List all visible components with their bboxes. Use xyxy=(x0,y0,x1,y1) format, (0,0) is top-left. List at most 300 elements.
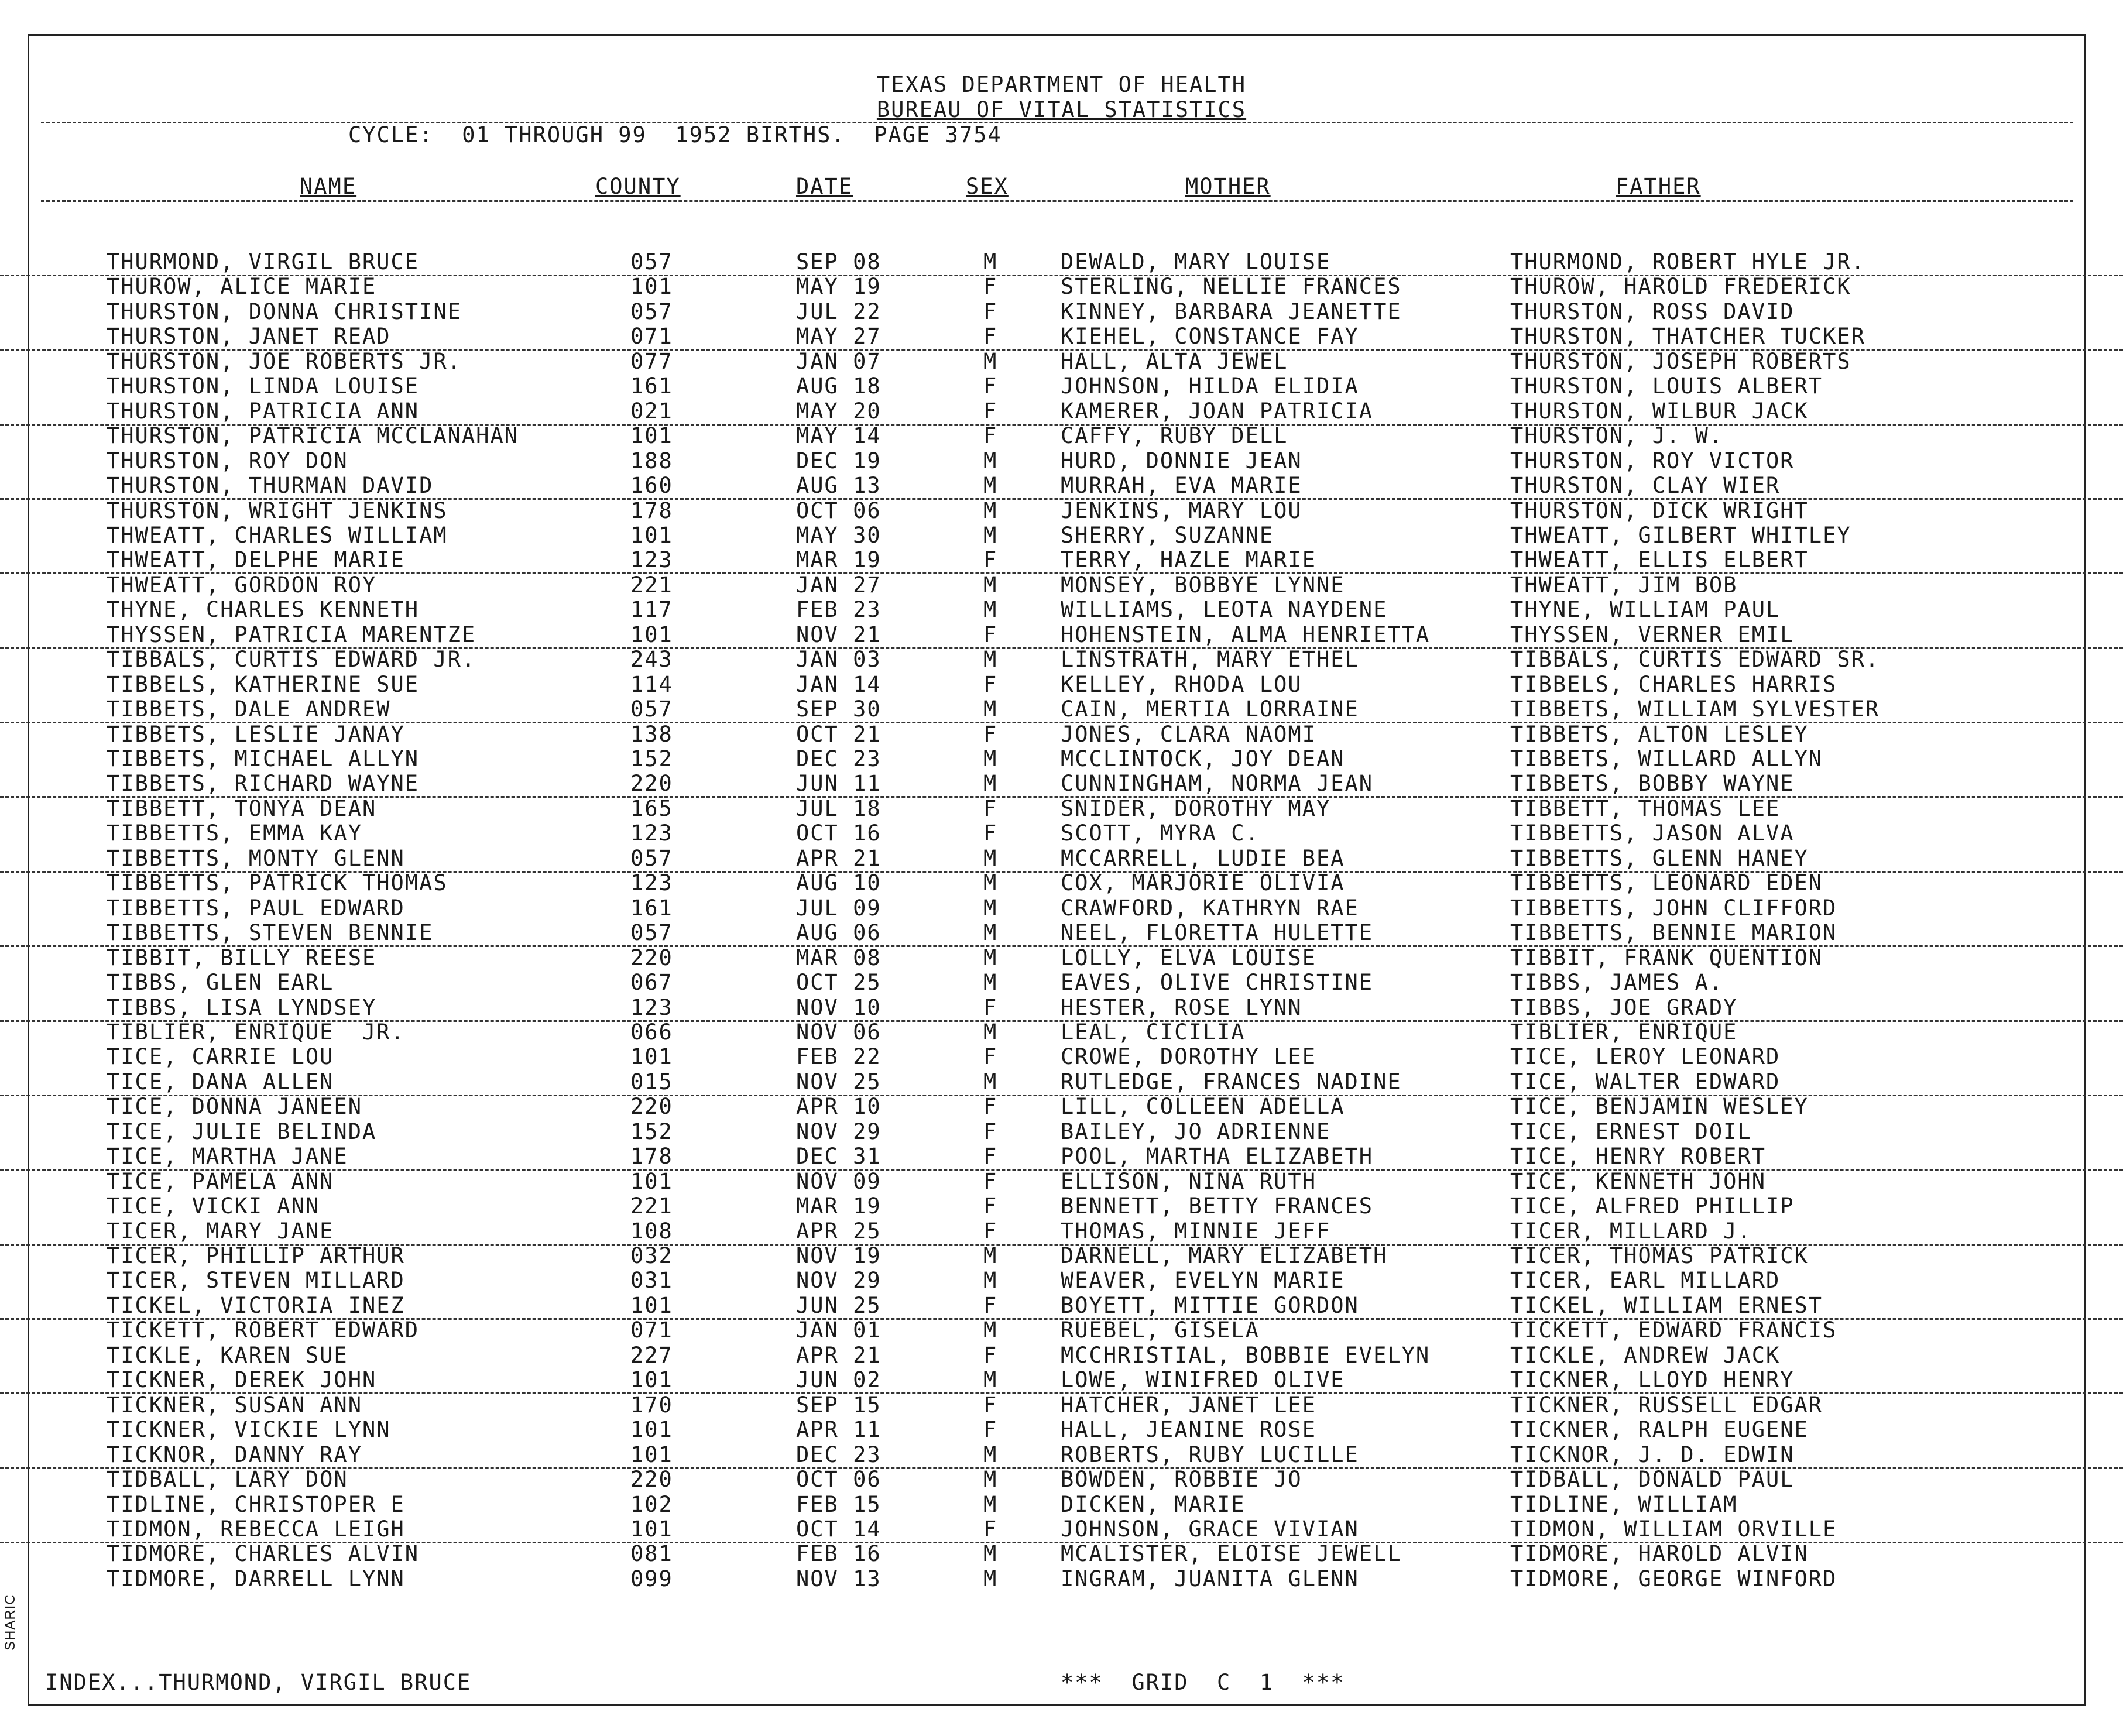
table-row xyxy=(0,349,2123,374)
cell-mother: MURRAH, EVA MARIE xyxy=(1061,473,1302,499)
cell-county: 123 xyxy=(630,821,673,846)
cell-mother: KELLEY, RHODA LOU xyxy=(1061,671,1302,697)
cell-date: MAR 19 xyxy=(796,1193,882,1219)
cell-mother: MCCLINTOCK, JOY DEAN xyxy=(1061,746,1345,771)
cell-sex: M xyxy=(983,647,998,673)
cell-date: APR 25 xyxy=(796,1218,882,1244)
cell-sex: F xyxy=(983,1094,998,1120)
cell-county: 015 xyxy=(630,1069,673,1095)
cell-sex: M xyxy=(983,1367,998,1393)
cell-name: TICKNOR, DANNY RAY xyxy=(107,1442,362,1467)
cell-father: TICE, ERNEST DOIL xyxy=(1510,1119,1752,1144)
cell-mother: CAFFY, RUBY DELL xyxy=(1061,423,1288,449)
cell-county: 220 xyxy=(630,771,673,797)
cell-date: MAR 19 xyxy=(796,547,882,573)
cell-father: TIBBETTS, LEONARD EDEN xyxy=(1510,870,1823,896)
cell-sex: M xyxy=(983,522,998,548)
cell-name: TIBBETS, RICHARD WAYNE xyxy=(107,771,420,797)
cell-county: 178 xyxy=(630,1144,673,1169)
table-row xyxy=(0,1095,2123,1119)
cell-date: APR 21 xyxy=(796,845,882,871)
table-row xyxy=(0,250,2123,276)
cell-mother: COX, MARJORIE OLIVIA xyxy=(1061,870,1345,896)
cell-father: TICE, HENRY ROBERT xyxy=(1510,1144,1766,1169)
cell-mother: DICKEN, MARIE xyxy=(1061,1491,1246,1517)
cell-date: FEB 22 xyxy=(796,1044,882,1070)
cell-name: TIBLIER, ENRIQUE JR. xyxy=(107,1019,405,1045)
cell-date: JAN 07 xyxy=(796,348,882,374)
cell-name: TICKEL, VICTORIA INEZ xyxy=(107,1292,405,1318)
table-row xyxy=(0,1070,2123,1096)
table-row xyxy=(0,1443,2123,1469)
cell-name: TIBBETS, LESLIE JANAY xyxy=(107,721,405,747)
cell-mother: EAVES, OLIVE CHRISTINE xyxy=(1061,970,1374,996)
cell-father: THURSTON, JOSEPH ROBERTS xyxy=(1510,348,1851,374)
cell-date: OCT 16 xyxy=(796,821,882,846)
cell-date: AUG 18 xyxy=(796,373,882,399)
cell-county: 220 xyxy=(630,1094,673,1120)
cell-mother: BOWDEN, ROBBIE JO xyxy=(1061,1467,1302,1493)
cell-mother: LOWE, WINIFRED OLIVE xyxy=(1061,1367,1345,1393)
cell-mother: DEWALD, MARY LOUISE xyxy=(1061,249,1331,275)
table-row xyxy=(0,647,2123,672)
cell-name: TIBBS, GLEN EARL xyxy=(107,970,334,996)
cell-father: THURSTON, THATCHER TUCKER xyxy=(1510,324,1865,349)
cell-sex: F xyxy=(983,1516,998,1542)
cell-name: TIBBELS, KATHERINE SUE xyxy=(107,671,420,697)
table-row xyxy=(0,697,2123,723)
table-row xyxy=(0,1418,2123,1442)
cell-father: THURSTON, CLAY WIER xyxy=(1510,473,1781,499)
cell-mother: THOMAS, MINNIE JEFF xyxy=(1061,1218,1331,1244)
cell-name: THWEATT, GORDON ROY xyxy=(107,572,377,598)
cell-name: THURSTON, DONNA CHRISTINE xyxy=(107,299,462,324)
cell-date: DEC 19 xyxy=(796,448,882,474)
cell-sex: F xyxy=(983,1168,998,1194)
cell-name: TICE, DONNA JANEEN xyxy=(107,1094,362,1120)
cell-date: DEC 23 xyxy=(796,746,882,771)
column-header-sex: SEX xyxy=(966,174,1009,199)
cell-father: THURSTON, ROSS DAVID xyxy=(1510,299,1795,324)
cell-mother: HALL, JEANINE ROSE xyxy=(1061,1417,1316,1443)
cell-name: TIDMORE, DARRELL LYNN xyxy=(107,1566,405,1591)
cell-county: 101 xyxy=(630,1367,673,1393)
cell-date: SEP 15 xyxy=(796,1392,882,1418)
cell-father: THUROW, HAROLD FREDERICK xyxy=(1510,274,1851,300)
cell-father: THURMOND, ROBERT HYLE JR. xyxy=(1510,249,1865,275)
cell-county: 227 xyxy=(630,1342,673,1368)
table-row xyxy=(0,1567,2123,1591)
cell-date: AUG 10 xyxy=(796,870,882,896)
cell-father: TICKNER, LLOYD HENRY xyxy=(1510,1367,1795,1393)
cell-date: NOV 06 xyxy=(796,1019,882,1045)
cell-county: 057 xyxy=(630,697,673,722)
cell-father: THWEATT, GILBERT WHITLEY xyxy=(1510,522,1851,548)
cell-name: THUROW, ALICE MARIE xyxy=(107,274,377,300)
cell-county: 067 xyxy=(630,970,673,996)
cell-date: OCT 06 xyxy=(796,498,882,523)
cell-county: 099 xyxy=(630,1566,673,1591)
cell-date: NOV 09 xyxy=(796,1168,882,1194)
cell-date: SEP 30 xyxy=(796,697,882,722)
column-header-mother: MOTHER xyxy=(1185,174,1271,199)
table-row xyxy=(0,871,2123,896)
cell-county: 057 xyxy=(630,249,673,275)
cell-father: THURSTON, DICK WRIGHT xyxy=(1510,498,1809,523)
cell-county: 101 xyxy=(630,1044,673,1070)
table-row xyxy=(0,921,2123,947)
table-row xyxy=(0,771,2123,798)
cell-father: TIBLIER, ENRIQUE xyxy=(1510,1019,1738,1045)
cell-mother: BOYETT, MITTIE GORDON xyxy=(1061,1292,1359,1318)
cell-mother: HALL, ALTA JEWEL xyxy=(1061,348,1288,374)
cell-father: TIBBELS, CHARLES HARRIS xyxy=(1510,671,1837,697)
cell-mother: JOHNSON, HILDA ELIDIA xyxy=(1061,373,1359,399)
table-row xyxy=(0,970,2123,995)
table-row xyxy=(0,1268,2123,1293)
cell-mother: ELLISON, NINA RUTH xyxy=(1061,1168,1316,1194)
cell-father: TIBBETTS, BENNIE MARION xyxy=(1510,920,1837,946)
cell-name: TICER, PHILLIP ARTHUR xyxy=(107,1243,405,1268)
cell-name: TICER, MARY JANE xyxy=(107,1218,334,1244)
table-row xyxy=(0,946,2123,970)
cell-mother: INGRAM, JUANITA GLENN xyxy=(1061,1566,1359,1591)
cell-date: JAN 14 xyxy=(796,671,882,697)
cell-name: TIDBALL, LARY DON xyxy=(107,1467,348,1493)
cell-date: AUG 06 xyxy=(796,920,882,946)
cell-county: 101 xyxy=(630,274,673,300)
cell-sex: M xyxy=(983,448,998,474)
cell-county: 101 xyxy=(630,1168,673,1194)
cell-mother: LINSTRATH, MARY ETHEL xyxy=(1061,647,1359,673)
cell-sex: F xyxy=(983,994,998,1020)
cell-date: FEB 15 xyxy=(796,1491,882,1517)
cell-county: 123 xyxy=(630,547,673,573)
table-row xyxy=(0,1194,2123,1219)
side-label: SHARIC xyxy=(2,1594,18,1651)
cell-father: TIDMORE, HAROLD ALVIN xyxy=(1510,1541,1809,1567)
cell-mother: CRAWFORD, KATHRYN RAE xyxy=(1061,895,1359,921)
cell-sex: M xyxy=(983,895,998,921)
cell-name: THURSTON, PATRICIA MCCLANAHAN xyxy=(107,423,519,449)
table-row xyxy=(0,1244,2123,1268)
cell-father: TICKNOR, J. D. EDWIN xyxy=(1510,1442,1795,1467)
cell-father: THYSSEN, VERNER EMIL xyxy=(1510,622,1795,647)
cell-sex: F xyxy=(983,1392,998,1418)
cell-date: NOV 29 xyxy=(796,1119,882,1144)
cell-county: 170 xyxy=(630,1392,673,1418)
cycle-line: CYCLE: 01 THROUGH 99 1952 BIRTHS. PAGE 3754 xyxy=(348,122,1002,147)
table-row xyxy=(0,1368,2123,1394)
cell-sex: M xyxy=(983,1467,998,1493)
cell-mother: WILLIAMS, LEOTA NAYDENE xyxy=(1061,597,1388,623)
cell-mother: HATCHER, JANET LEE xyxy=(1061,1392,1316,1418)
cell-father: TIBBETTS, JOHN CLIFFORD xyxy=(1510,895,1837,921)
cell-name: THURMOND, VIRGIL BRUCE xyxy=(107,249,420,275)
cell-county: 101 xyxy=(630,1417,673,1443)
cell-father: TIBBETS, WILLIAM SYLVESTER xyxy=(1510,697,1880,722)
cell-sex: M xyxy=(983,1541,998,1567)
cell-date: APR 21 xyxy=(796,1342,882,1368)
cell-name: TIBBETT, TONYA DEAN xyxy=(107,795,377,821)
cell-date: NOV 10 xyxy=(796,994,882,1020)
table-row xyxy=(0,1045,2123,1069)
cell-name: TIBBETS, DALE ANDREW xyxy=(107,697,391,722)
cell-mother: CAIN, MERTIA LORRAINE xyxy=(1061,697,1359,722)
cell-date: FEB 23 xyxy=(796,597,882,623)
cell-county: 220 xyxy=(630,945,673,970)
cell-date: OCT 14 xyxy=(796,1516,882,1542)
cell-county: 138 xyxy=(630,721,673,747)
cell-mother: HURD, DONNIE JEAN xyxy=(1061,448,1302,474)
cell-father: TICKNER, RUSSELL EDGAR xyxy=(1510,1392,1823,1418)
cell-sex: F xyxy=(983,1119,998,1144)
cell-mother: HESTER, ROSE LYNN xyxy=(1061,994,1302,1020)
cell-date: JUN 25 xyxy=(796,1292,882,1318)
cell-sex: M xyxy=(983,1442,998,1467)
cell-mother: MONSEY, BOBBYE LYNNE xyxy=(1061,572,1345,598)
cell-name: TIDLINE, CHRISTOPER E xyxy=(107,1491,405,1517)
cell-county: 066 xyxy=(630,1019,673,1045)
cell-date: APR 11 xyxy=(796,1417,882,1443)
table-row xyxy=(0,1120,2123,1144)
cell-father: THURSTON, WILBUR JACK xyxy=(1510,398,1809,424)
cell-father: TICER, MILLARD J. xyxy=(1510,1218,1752,1244)
cell-sex: M xyxy=(983,572,998,598)
cell-date: OCT 25 xyxy=(796,970,882,996)
cell-father: TIBBETTS, GLENN HANEY xyxy=(1510,845,1809,871)
table-row xyxy=(0,1020,2123,1045)
cell-county: 108 xyxy=(630,1218,673,1244)
cell-sex: M xyxy=(983,1243,998,1268)
cell-county: 101 xyxy=(630,1442,673,1467)
cell-father: TIDMORE, GEORGE WINFORD xyxy=(1510,1566,1837,1591)
cell-name: TICKETT, ROBERT EDWARD xyxy=(107,1318,420,1343)
cell-date: JUL 09 xyxy=(796,895,882,921)
cell-date: SEP 08 xyxy=(796,249,882,275)
cell-father: TICKNER, RALPH EUGENE xyxy=(1510,1417,1809,1443)
cell-sex: M xyxy=(983,771,998,797)
cell-name: THURSTON, WRIGHT JENKINS xyxy=(107,498,448,523)
table-row xyxy=(0,1542,2123,1566)
cell-sex: F xyxy=(983,721,998,747)
table-row xyxy=(0,1318,2123,1343)
cell-mother: BAILEY, JO ADRIENNE xyxy=(1061,1119,1331,1144)
cell-county: 101 xyxy=(630,622,673,647)
table-row xyxy=(0,747,2123,771)
cell-county: 123 xyxy=(630,994,673,1020)
table-row xyxy=(0,300,2123,324)
cell-father: THYNE, WILLIAM PAUL xyxy=(1510,597,1781,623)
cell-date: MAY 20 xyxy=(796,398,882,424)
table-row xyxy=(0,896,2123,921)
cell-county: 152 xyxy=(630,1119,673,1144)
cell-sex: M xyxy=(983,945,998,970)
table-row xyxy=(0,573,2123,598)
cell-sex: F xyxy=(983,795,998,821)
cell-sex: M xyxy=(983,473,998,499)
cell-father: TIBBETS, ALTON LESLEY xyxy=(1510,721,1809,747)
cell-father: TICE, KENNETH JOHN xyxy=(1510,1168,1766,1194)
cell-name: THWEATT, DELPHE MARIE xyxy=(107,547,405,573)
table-row xyxy=(0,1144,2123,1171)
cell-father: TICER, EARL MILLARD xyxy=(1510,1268,1781,1294)
cell-county: 102 xyxy=(630,1491,673,1517)
cell-sex: F xyxy=(983,423,998,449)
cell-father: THURSTON, ROY VICTOR xyxy=(1510,448,1795,474)
cell-mother: NEEL, FLORETTA HULETTE xyxy=(1061,920,1374,946)
cell-name: TIBBETTS, PATRICK THOMAS xyxy=(107,870,448,896)
table-row xyxy=(0,449,2123,474)
cell-name: THURSTON, LINDA LOUISE xyxy=(107,373,420,399)
cell-mother: SCOTT, MYRA C. xyxy=(1061,821,1260,846)
cell-father: TICKLE, ANDREW JACK xyxy=(1510,1342,1781,1368)
cell-name: THYNE, CHARLES KENNETH xyxy=(107,597,420,623)
cell-county: 123 xyxy=(630,870,673,896)
cell-county: 221 xyxy=(630,1193,673,1219)
cell-date: OCT 06 xyxy=(796,1467,882,1493)
table-row xyxy=(0,598,2123,622)
cell-county: 114 xyxy=(630,671,673,697)
cell-sex: F xyxy=(983,1044,998,1070)
cell-date: JAN 27 xyxy=(796,572,882,598)
cell-father: TICE, LEROY LEONARD xyxy=(1510,1044,1781,1070)
cell-sex: M xyxy=(983,1491,998,1517)
cell-name: TICE, DANA ALLEN xyxy=(107,1069,334,1095)
table-row xyxy=(0,1169,2123,1194)
cell-mother: JONES, CLARA NAOMI xyxy=(1061,721,1316,747)
cell-name: THURSTON, JOE ROBERTS JR. xyxy=(107,348,462,374)
cell-father: TICKETT, EDWARD FRANCIS xyxy=(1510,1318,1837,1343)
cell-mother: KAMERER, JOAN PATRICIA xyxy=(1061,398,1374,424)
cell-date: MAY 30 xyxy=(796,522,882,548)
cell-name: TICE, CARRIE LOU xyxy=(107,1044,334,1070)
cell-mother: SNIDER, DOROTHY MAY xyxy=(1061,795,1331,821)
cell-sex: F xyxy=(983,1417,998,1443)
cell-county: 032 xyxy=(630,1243,673,1268)
cell-county: 101 xyxy=(630,1516,673,1542)
cell-name: TICKNER, VICKIE LYNN xyxy=(107,1417,391,1443)
cell-name: TIBBETTS, EMMA KAY xyxy=(107,821,362,846)
index-footer: INDEX...THURMOND, VIRGIL BRUCE xyxy=(45,1670,472,1695)
cell-mother: SHERRY, SUZANNE xyxy=(1061,522,1274,548)
cell-county: 221 xyxy=(630,572,673,598)
cell-father: TIBBALS, CURTIS EDWARD SR. xyxy=(1510,647,1880,673)
cell-date: MAY 27 xyxy=(796,324,882,349)
table-row xyxy=(0,1219,2123,1246)
cell-sex: F xyxy=(983,622,998,647)
cell-father: TIDLINE, WILLIAM xyxy=(1510,1491,1738,1517)
cell-sex: F xyxy=(983,1218,998,1244)
cell-sex: F xyxy=(983,1342,998,1368)
cell-county: 243 xyxy=(630,647,673,673)
cell-father: TICE, BENJAMIN WESLEY xyxy=(1510,1094,1809,1120)
cell-mother: POOL, MARTHA ELIZABETH xyxy=(1061,1144,1374,1169)
cell-mother: MCCHRISTIAL, BOBBIE EVELYN xyxy=(1061,1342,1431,1368)
table-row xyxy=(0,324,2123,351)
cell-sex: M xyxy=(983,920,998,946)
cell-sex: M xyxy=(983,870,998,896)
cell-county: 057 xyxy=(630,845,673,871)
cell-sex: M xyxy=(983,1019,998,1045)
cell-date: APR 10 xyxy=(796,1094,882,1120)
cell-county: 161 xyxy=(630,373,673,399)
header-title: TEXAS DEPARTMENT OF HEALTH xyxy=(876,72,1247,97)
cell-sex: F xyxy=(983,274,998,300)
cell-sex: M xyxy=(983,1318,998,1343)
cell-date: NOV 21 xyxy=(796,622,882,647)
column-header-date: DATE xyxy=(796,174,853,199)
cell-date: NOV 13 xyxy=(796,1566,882,1591)
cell-sex: F xyxy=(983,547,998,573)
cell-name: TICE, MARTHA JANE xyxy=(107,1144,348,1169)
cell-name: TIBBIT, BILLY REESE xyxy=(107,945,377,970)
cell-name: THWEATT, CHARLES WILLIAM xyxy=(107,522,448,548)
table-row xyxy=(0,548,2123,574)
cell-mother: MCALISTER, ELOISE JEWELL xyxy=(1061,1541,1402,1567)
cell-name: THURSTON, THURMAN DAVID xyxy=(107,473,434,499)
cell-name: TICKNER, DEREK JOHN xyxy=(107,1367,377,1393)
cell-date: JAN 01 xyxy=(796,1318,882,1343)
cell-name: TIBBETTS, STEVEN BENNIE xyxy=(107,920,434,946)
table-row xyxy=(0,374,2123,399)
cell-county: 152 xyxy=(630,746,673,771)
cell-name: THYSSEN, PATRICIA MARENTZE xyxy=(107,622,476,647)
cell-date: JAN 03 xyxy=(796,647,882,673)
table-row xyxy=(0,1517,2123,1543)
table-row xyxy=(0,275,2123,299)
cell-father: TICKEL, WILLIAM ERNEST xyxy=(1510,1292,1823,1318)
cell-sex: M xyxy=(983,597,998,623)
cell-county: 117 xyxy=(630,597,673,623)
cell-county: 101 xyxy=(630,423,673,449)
cell-mother: DARNELL, MARY ELIZABETH xyxy=(1061,1243,1388,1268)
cell-father: THURSTON, J. W. xyxy=(1510,423,1724,449)
cell-sex: M xyxy=(983,746,998,771)
cell-date: JUL 18 xyxy=(796,795,882,821)
cell-county: 071 xyxy=(630,324,673,349)
cell-father: TIBBETTS, JASON ALVA xyxy=(1510,821,1795,846)
header-subtitle: BUREAU OF VITAL STATISTICS xyxy=(876,97,1247,122)
table-row xyxy=(0,623,2123,649)
cell-sex: F xyxy=(983,299,998,324)
cell-county: 165 xyxy=(630,795,673,821)
cell-name: TIBBALS, CURTIS EDWARD JR. xyxy=(107,647,476,673)
cell-sex: M xyxy=(983,1069,998,1095)
table-row xyxy=(0,1393,2123,1418)
cell-mother: LILL, COLLEEN ADELLA xyxy=(1061,1094,1345,1120)
cell-father: TIBBIT, FRANK QUENTION xyxy=(1510,945,1823,970)
cell-mother: STERLING, NELLIE FRANCES xyxy=(1061,274,1402,300)
cell-sex: M xyxy=(983,249,998,275)
cell-father: TIBBS, JAMES A. xyxy=(1510,970,1724,996)
column-header-father: FATHER xyxy=(1616,174,1701,199)
cell-date: FEB 16 xyxy=(796,1541,882,1567)
table-row xyxy=(0,1493,2123,1517)
table-row xyxy=(0,474,2123,500)
cell-mother: KINNEY, BARBARA JEANETTE xyxy=(1061,299,1402,324)
cell-name: TIBBETTS, PAUL EDWARD xyxy=(107,895,405,921)
table-row xyxy=(0,1294,2123,1320)
cell-father: TIBBETS, BOBBY WAYNE xyxy=(1510,771,1795,797)
cell-county: 188 xyxy=(630,448,673,474)
table-row xyxy=(0,523,2123,548)
cell-date: DEC 23 xyxy=(796,1442,882,1467)
cell-name: THURSTON, ROY DON xyxy=(107,448,348,474)
cell-name: TIBBETS, MICHAEL ALLYN xyxy=(107,746,420,771)
cell-mother: CROWE, DOROTHY LEE xyxy=(1061,1044,1316,1070)
cell-sex: F xyxy=(983,398,998,424)
